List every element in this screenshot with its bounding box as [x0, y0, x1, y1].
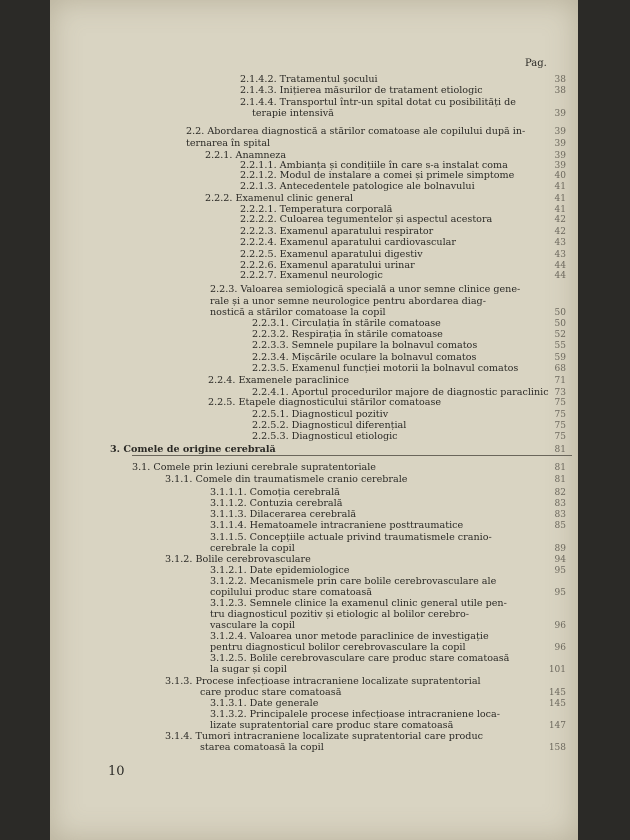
toc-entry-title: 3.1.1.3. Dilacerarea cerebrală: [210, 509, 357, 520]
toc-entry: [50, 474, 578, 486]
toc-entry-title: 3.1.3.1. Date generale: [210, 698, 319, 709]
toc-entry-title: 3.1.2.5. Bolile cerebrovasculare care produc stare comatoasă: [210, 653, 510, 664]
toc-entry-title: 2.2.5.3. Diagnosticul etiologic: [252, 431, 398, 442]
toc-entry-page: 96: [554, 621, 566, 631]
toc-entry-page: 83: [554, 510, 566, 520]
toc-entry-title: 2.2.1.1. Ambianța și condițiile în care s-a instalat coma: [240, 160, 508, 171]
toc-entry-title: 2.2.1. Anamneza: [205, 150, 287, 161]
toc-entry-title: 3.1.1.5. Concepțiile actuale privind traumatismele cranio-: [210, 532, 492, 543]
toc-entry-title: 3.1. Comele prin leziuni cerebrale supratentoriale: [132, 462, 376, 473]
toc-entry: [50, 138, 578, 150]
toc-entry: [50, 181, 578, 193]
toc-entry: [50, 237, 578, 249]
toc-entry-page: 39: [554, 151, 566, 161]
page-number: 10: [108, 764, 125, 779]
toc-entry-title: care produc stare comatoasă: [200, 687, 342, 698]
toc-entry-page: 39: [554, 127, 566, 137]
toc-entry-page: 50: [554, 319, 566, 329]
toc-entry-title: 2.2.2.1. Temperatura corporală: [240, 204, 393, 215]
toc-entry-page: 89: [554, 544, 566, 554]
toc-entry-page: 38: [554, 75, 566, 85]
toc-entry-page: 75: [554, 410, 566, 420]
toc-entry-title: starea comatoasă la copil: [200, 742, 324, 753]
book-page: [50, 0, 578, 840]
toc-entry-title: 2.2.1.2. Modul de instalare a comei și primele simptome: [240, 170, 515, 181]
toc-entry-title: la sugar și copil: [210, 664, 287, 675]
toc-entry-title: 2.2.2. Examenul clinic general: [205, 193, 354, 204]
toc-entry-page: 42: [554, 215, 566, 225]
toc-entry-title: 2.2.2.7. Examenul neurologic: [240, 270, 383, 281]
toc-entry-title: 2.2.2.4. Examenul aparatului cardiovascular: [240, 237, 456, 248]
toc-entry-title: 2.2.4. Examenele paraclinice: [208, 375, 350, 386]
toc-entry-title: vasculare la copil: [210, 620, 295, 631]
toc-entry-page: 40: [554, 171, 566, 181]
toc-entry-page: 75: [554, 432, 566, 442]
toc-entry-title: copilului produc stare comatoasă: [210, 587, 372, 598]
toc-entry: [50, 284, 578, 296]
toc-entry-page: 41: [554, 194, 566, 204]
toc-entry-page: 82: [554, 488, 566, 498]
toc-entry-title: 2.2.2.5. Examenul aparatului digestiv: [240, 249, 423, 260]
toc-entry: [50, 214, 578, 226]
toc-entry-page: 50: [554, 308, 566, 318]
toc-entry-page: 44: [554, 261, 566, 271]
toc-entry-page: 145: [548, 699, 566, 709]
toc-entry-title: cerebrale la copil: [210, 543, 295, 554]
toc-entry-title: 2.2.3.4. Mișcările oculare la bolnavul comatos: [252, 352, 477, 363]
toc-entry-page: 94: [554, 555, 566, 565]
toc-entry-title: 3.1.2.4. Valoarea unor metode paraclinice de investigație: [210, 631, 489, 642]
toc-entry-title: 3.1.2.3. Semnele clinice la examenul clinic general utile pen-: [210, 598, 507, 609]
toc-entry: [50, 340, 578, 352]
toc-entry-title: nostică a stărilor comatoase la copil: [210, 307, 386, 318]
toc-entry-title: tru diagnosticul pozitiv și etiologic al bolilor cerebro-: [210, 609, 469, 620]
toc-entry-title: 2.2.2.2. Culoarea tegumentelor și aspectul acestora: [240, 214, 493, 225]
toc-entry-title: 2.2.3.5. Examenul funcției motorii la bolnavul comatos: [252, 363, 519, 374]
toc-entry: [50, 126, 578, 138]
toc-entry-page: 39: [554, 161, 566, 171]
toc-entry-page: 83: [554, 499, 566, 509]
toc-entry-title: 3.1.1.1. Comoția cerebrală: [210, 487, 340, 498]
toc-entry-title: 2.1.4.4. Transportul într-un spital dotat cu posibilități de: [240, 97, 516, 108]
toc-entry-title: 2.2.4.1. Aportul procedurilor majore de diagnostic paraclinic: [252, 387, 549, 398]
toc-entry: [50, 431, 578, 443]
toc-entry-title: 2.2.3. Valoarea semiologică specială a unor semne clinice gene-: [210, 284, 521, 295]
toc-entry-page: 68: [554, 364, 566, 374]
toc-entry-page: 41: [554, 205, 566, 215]
toc-entry: [50, 363, 578, 375]
toc-entry-title: 2.2.1.3. Antecedentele patologice ale bolnavului: [240, 181, 475, 192]
toc-entry-title: 2.2.5.1. Diagnosticul pozitiv: [252, 409, 389, 420]
toc-entry: [50, 664, 578, 676]
toc-entry-title: 2.2.5.2. Diagnosticul diferențial: [252, 420, 407, 431]
toc-entry-title: 2.2. Abordarea diagnostică a stărilor comatoase ale copilului după in-: [186, 126, 526, 137]
toc-entry-page: 41: [554, 182, 566, 192]
toc-entry-title: lizate supratentorial care produc stare comatoasă: [210, 720, 454, 731]
toc-entry: [50, 742, 578, 754]
toc-entry-title: 2.2.3.1. Circulația în stările comatoase: [252, 318, 441, 329]
toc-entry-page: 96: [554, 643, 566, 653]
toc-entry-page: 55: [554, 341, 566, 351]
toc-entry-title: 2.2.3.3. Semnele pupilare la bolnavul comatos: [252, 340, 478, 351]
toc-entry-title: 3. Comele de origine cerebrală: [110, 444, 276, 455]
toc-entry-page: 75: [554, 421, 566, 431]
toc-entry-page: 75: [554, 398, 566, 408]
toc-entry-page: 147: [548, 721, 566, 731]
toc-entry: [50, 520, 578, 532]
toc-entry-title: 3.1.2.1. Date epidemiologice: [210, 565, 350, 576]
toc-entry-page: 85: [554, 521, 566, 531]
toc-entry-page: 52: [554, 330, 566, 340]
toc-entry-title: terapie intensivă: [252, 108, 334, 119]
toc-entry-title: 3.1.4. Tumori intracraniene localizate supratentorial care produc: [165, 731, 483, 742]
toc-entry-title: 2.2.2.3. Examenul aparatului respirator: [240, 226, 434, 237]
toc-entry-title: 2.2.5. Etapele diagnosticului stărilor comatoase: [208, 397, 442, 408]
toc-entry-title: 3.1.2.2. Mecanismele prin care bolile cerebrovasculare ale: [210, 576, 497, 587]
toc-entry-title: ternarea în spital: [186, 138, 271, 149]
toc-entry-page: 59: [554, 353, 566, 363]
toc-entry-title: pentru diagnosticul bolilor cerebrovasculare la copil: [210, 642, 466, 653]
toc-entry-title: rale și a unor semne neurologice pentru abordarea diag-: [210, 296, 486, 307]
toc-entry-title: 2.2.2.6. Examenul aparatului urinar: [240, 260, 415, 271]
toc-entry-page: 43: [554, 238, 566, 248]
toc-entry-page: 73: [554, 388, 566, 398]
chapter-divider-line: [132, 455, 572, 456]
toc-entry-title: 3.1.1.4. Hematoamele intracraniene posttraumatice: [210, 520, 464, 531]
toc-entry-title: 2.2.3.2. Respirația în stările comatoase: [252, 329, 443, 340]
toc-entry: [50, 375, 578, 387]
toc-entry: [50, 108, 578, 120]
toc-entry-page: 39: [554, 109, 566, 119]
toc-entry-page: 145: [548, 688, 566, 698]
toc-entry-page: 158: [548, 743, 566, 753]
toc-entry-page: 39: [554, 139, 566, 149]
toc-entry-page: 81: [554, 445, 566, 455]
toc-entry-title: 3.1.3. Procese infecțioase intracraniene localizate supratentorial: [165, 676, 481, 687]
toc-entry: [50, 462, 578, 474]
toc-entry-page: 42: [554, 227, 566, 237]
toc-entry-page: 43: [554, 250, 566, 260]
toc-entry-title: 3.1.1. Comele din traumatismele cranio cerebrale: [165, 474, 408, 485]
toc-entry: [50, 270, 578, 282]
toc-entry-page: 81: [554, 475, 566, 485]
toc-entry: [50, 397, 578, 409]
toc-entry-title: 3.1.3.2. Principalele procese infecțioase intracraniene loca-: [210, 709, 501, 720]
toc-entry-page: 71: [554, 376, 566, 386]
toc-entry-page: 101: [548, 665, 566, 675]
toc-entry-page: 81: [554, 463, 566, 473]
toc-entry-page: 38: [554, 86, 566, 96]
toc-entry-page: 95: [554, 566, 566, 576]
toc-entry: [50, 85, 578, 97]
toc-entry-title: 3.1.2. Bolile cerebrovasculare: [165, 554, 311, 565]
toc-entry-page: 95: [554, 588, 566, 598]
page-column-header: Pag.: [525, 58, 547, 69]
toc-entry-title: 2.1.4.2. Tratamentul şocului: [240, 74, 378, 85]
toc-entry-title: 3.1.1.2. Contuzia cerebrală: [210, 498, 343, 509]
toc-entry-title: 2.1.4.3. Inițierea măsurilor de tratament etiologic: [240, 85, 483, 96]
toc-entry-page: 44: [554, 271, 566, 281]
